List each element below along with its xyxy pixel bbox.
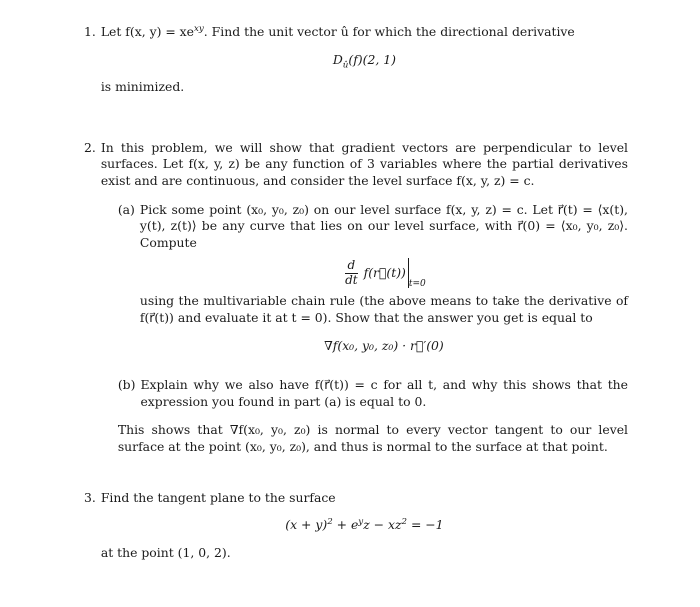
problem-1-conclusion: is minimized. bbox=[100, 79, 185, 95]
part-a-text-1: Pick some point (x₀, y₀, z₀) on our level surface f(x, y, z) = c. Let r⃗(t) = ⟨x(t), y(t), z(t)⟩ be any curve that lies on our level surface, with r⃗(0) = ⟨x₀, y₀, z₀⟩. Compute bbox=[139, 201, 628, 250]
problem-1 bbox=[84, 24, 628, 96]
exponent-y: y bbox=[358, 516, 364, 527]
chain-rule-expression bbox=[140, 258, 628, 288]
problem-1-body bbox=[101, 24, 628, 96]
problem-3 bbox=[84, 490, 628, 562]
part-a-text-2: using the multivariable chain rule (the above means to take the derivative of f(r⃗(t)) and evaluate it at t = 0). Show that the answer you get is equal to bbox=[139, 293, 628, 325]
problem-2-outro: This shows that ∇f(x₀, y₀, z₀) is normal to every vector tangent to our level surface at the point (x₀, y₀, z₀), and thus is normal to the surface at that point. bbox=[117, 422, 628, 454]
problem-1-display-math bbox=[101, 52, 628, 69]
part-b-body bbox=[140, 377, 628, 410]
problem-3-conclusion: at the point (1, 0, 2). bbox=[100, 544, 231, 560]
part-b-text: Explain why we also have f(r⃗(t)) = c for all t, and why this shows that the expression you found in part (a) is equal to 0. bbox=[140, 377, 628, 409]
exponent-2-first: 2 bbox=[327, 516, 333, 527]
problem-2-part-b bbox=[118, 377, 628, 410]
derivative-fraction bbox=[342, 259, 361, 288]
equation-term-1: (x + y) bbox=[285, 517, 328, 533]
equation-term-3: z − xz bbox=[363, 517, 402, 533]
problem-3-body bbox=[101, 490, 628, 562]
problem-2-part-a bbox=[118, 202, 628, 366]
part-a-label: (a) bbox=[117, 201, 135, 217]
problem-2-body bbox=[101, 140, 628, 456]
problem-1-number: 1. bbox=[84, 24, 96, 39]
part-b-label: (b) bbox=[117, 377, 136, 393]
part-a-body bbox=[140, 202, 628, 366]
problem-1-statement bbox=[101, 24, 628, 41]
problem-1-text-start: Let f(x, y) = xe bbox=[100, 24, 195, 39]
equation-rhs: = −1 bbox=[407, 517, 444, 533]
problem-3-number: 3. bbox=[84, 489, 96, 505]
directional-derivative-args: (f)(2, 1) bbox=[348, 51, 396, 67]
exponent-2-second: 2 bbox=[401, 516, 408, 527]
problem-3-statement: Find the tangent plane to the surface bbox=[100, 489, 336, 505]
exponent-xy: xy bbox=[194, 23, 204, 34]
problem-1-text-end: . Find the unit vector û for which the directional derivative bbox=[203, 24, 575, 39]
problem-2-intro: In this problem, we will show that gradient vectors are perpendicular to level surfaces. Let f(x, y, z) be any function of 3 variables where the partial derivatives exist and are continuous, and consider the level surface f(x, y, z) = c. bbox=[100, 139, 628, 188]
fraction-denominator: dt bbox=[345, 272, 358, 287]
math-body: f(r⃗(t)) bbox=[363, 265, 406, 281]
directional-derivative-D: D bbox=[332, 51, 343, 67]
evaluation-subscript: t=0 bbox=[408, 278, 426, 289]
gradient-dot-product: ∇f(x₀, y₀, z₀) · r⃗′(0) bbox=[324, 337, 444, 353]
problem-3-equation bbox=[101, 517, 628, 534]
problem-2-number: 2. bbox=[84, 139, 96, 155]
equation-term-2: + e bbox=[332, 517, 359, 533]
fraction-numerator: d bbox=[345, 259, 359, 274]
problem-2 bbox=[84, 140, 628, 456]
directional-derivative-subscript: û bbox=[342, 60, 349, 71]
